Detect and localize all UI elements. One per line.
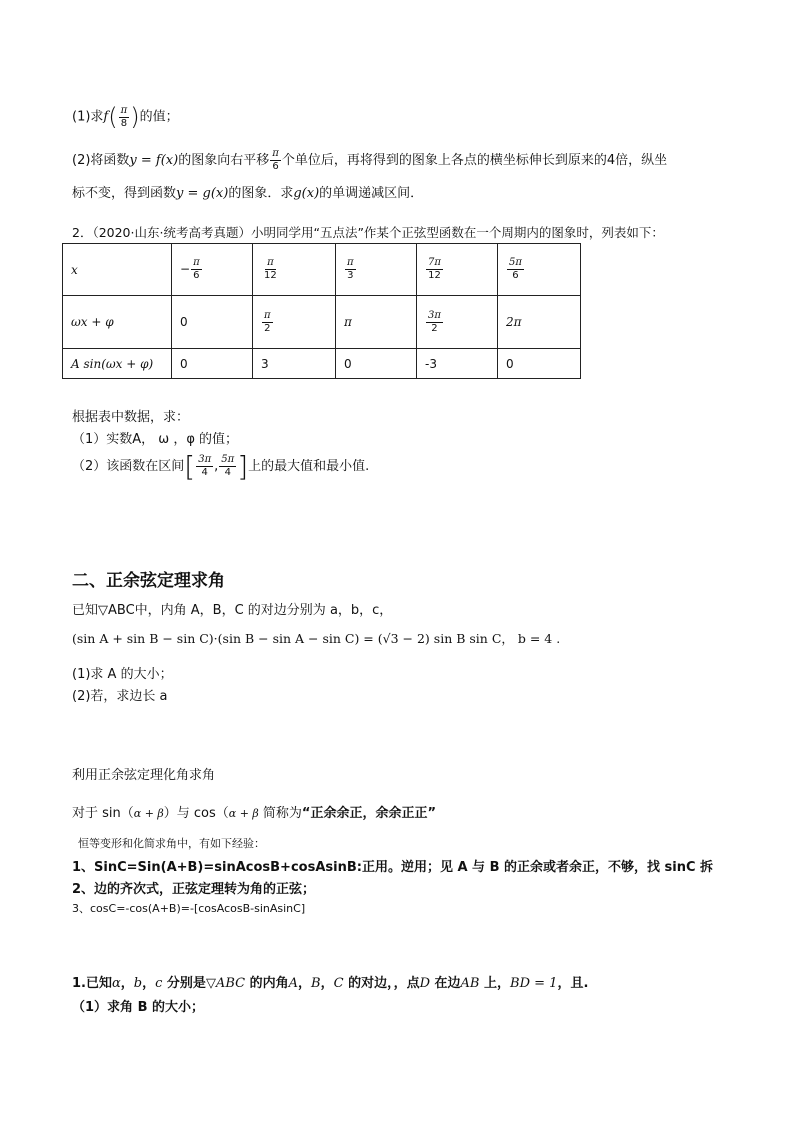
table-cell: 0 <box>336 349 417 379</box>
section2-line1: 已知▽ABC中，内角 A，B，C 的对边分别为 a，b，c， <box>72 603 393 618</box>
table-row <box>63 349 581 379</box>
tips-rule1: 1、SinC=Sin(A+B)=sinAcosB+cosAsinB:正用。逆用；见 A 与 B 的正余或者余正，不够，找 sinC 拆 <box>72 860 714 875</box>
table-cell: A sin(ωx + φ) <box>63 349 172 379</box>
tips-title: 利用正余弦定理化角求角 <box>72 768 216 783</box>
table-cell: − $\frac{\pi}{6}$ <box>172 244 253 296</box>
tips-rule2: 2、边的齐次式，正弦定理转为角的正弦； <box>72 882 316 897</box>
section2-part1: (1)求 A 的大小； <box>72 667 173 682</box>
table-cell: 0 <box>498 349 581 379</box>
q2-sub2: （2）该函数在区间[ $\frac{3\pi}{4}$ , $\frac{5\pi}{4}$ ]上的最大值和最小值. <box>72 450 370 483</box>
five-point-table <box>62 243 581 379</box>
q1-part2-line1: (2)将函数y = f(x)的图象向右平移 $\frac{\pi}{6}$ 个单位后，再将得到的图象上各点的横坐标伸长到原来的4倍，纵坐 <box>72 148 668 172</box>
tips-rule3: 3、cosC=-cos(A+B)=-[cosAcosB-sinAsinC] <box>72 902 306 915</box>
table-cell: $\frac{7\pi}{12}$ <box>417 244 498 296</box>
table-cell: 0 <box>172 349 253 379</box>
table-cell: $\frac{\pi}{12}$ <box>253 244 336 296</box>
tips-line2: 对于 sin（α + β）与 cos（α + β 简称为“正余余正，余余正正” <box>72 806 437 821</box>
fraction: $\frac{\pi}{8}$ <box>120 104 128 129</box>
table-cell: 0 <box>172 296 253 349</box>
table-cell: ωx + φ <box>63 296 172 349</box>
q1-part1: (1)求f( $\frac{\pi}{8}$ )的值； <box>72 103 179 131</box>
q1-part2-line2: 标不变，得到函数y = g(x)的图象．求g(x)的单调递减区间． <box>72 186 424 201</box>
section2-part2: (2)若，求边长 a <box>72 689 168 704</box>
table-cell: -3 <box>417 349 498 379</box>
table-cell: π <box>336 296 417 349</box>
table-cell: $\frac{5\pi}{6}$ <box>498 244 581 296</box>
table-cell: $\frac{3\pi}{2}$ <box>417 296 498 349</box>
table-row <box>63 296 581 349</box>
q3-line1: 1.已知α，b，c 分别是▽ABC 的内角A，B，C 的对边，，点D 在边AB 上，BD = 1，且. <box>72 976 589 991</box>
q3-line2: （1）求角 B 的大小； <box>72 1000 205 1015</box>
section2-equation: (sin A + sin B − sin C)·(sin B − sin A − sin C) = (√3 − 2) sin B sin C， b = 4 . <box>72 631 561 646</box>
table-cell: 2π <box>498 296 581 349</box>
q2-intro: 2．（2020·山东·统考高考真题）小明同学用“五点法”作某个正弦型函数在一个周期内的图象时，列表如下： <box>72 225 664 240</box>
table-cell: $\frac{\pi}{2}$ <box>253 296 336 349</box>
table-cell: x <box>63 244 172 296</box>
section-heading: 二、正余弦定理求角 <box>72 571 225 591</box>
fraction: $\frac{\pi}{6}$ <box>272 148 279 172</box>
table-cell: $\frac{\pi}{3}$ <box>336 244 417 296</box>
tips-experience: 恒等变形和化简求角中，有如下经验： <box>78 837 265 850</box>
q2-sub1: （1）实数A， ω ，φ 的值； <box>72 432 239 447</box>
table-cell: 3 <box>253 349 336 379</box>
q2-after: 根据表中数据，求： <box>72 410 190 425</box>
table-row <box>63 244 581 296</box>
